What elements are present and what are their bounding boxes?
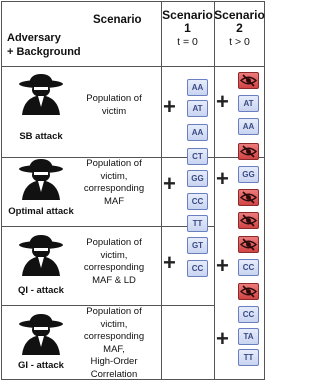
- hidden-genotype-box: [238, 236, 259, 253]
- genotype-box: TT: [238, 349, 259, 366]
- plus-icon: +: [163, 250, 176, 275]
- hacker-figure-icon: [18, 234, 64, 276]
- scenario-2-header: [214, 9, 265, 48]
- genotype-box: CC: [187, 260, 208, 277]
- genotype-box: GG: [238, 166, 259, 183]
- description-line: MAF: [103, 195, 125, 207]
- description-sb: [75, 93, 153, 118]
- description-line: victim: [101, 105, 127, 117]
- eye-slash-icon: [239, 237, 258, 252]
- description-line: MAF & LD: [92, 274, 136, 286]
- adversary-label: Adversary: [7, 32, 61, 44]
- description-line: Population of: [86, 306, 142, 317]
- hacker-figure-icon: [18, 313, 64, 355]
- scenario-1-number: 1: [184, 21, 191, 35]
- description-line: Correlation: [90, 368, 138, 380]
- genotype-box: AT: [187, 100, 208, 117]
- description-line: Population of: [86, 93, 142, 104]
- adversary-header: [7, 31, 81, 59]
- plus-icon: +: [216, 253, 229, 278]
- attack-label-optimal: Optimal attack: [8, 206, 74, 217]
- hidden-genotype-box: [238, 143, 259, 160]
- description-optimal: [75, 158, 153, 208]
- eye-slash-icon: [239, 213, 258, 228]
- attack-label-gi: GI - attack: [18, 360, 64, 371]
- genotype-box: CC: [238, 306, 259, 323]
- plus-icon: +: [216, 326, 229, 351]
- scenario-header: Scenario: [93, 14, 142, 26]
- attack-label-sb: SB attack: [19, 131, 63, 142]
- genotype-box: CT: [187, 148, 208, 165]
- description-gi: [75, 306, 153, 381]
- hacker-figure-icon: [18, 73, 64, 115]
- description-line: victim,: [100, 249, 128, 261]
- genotype-box: TA: [238, 328, 259, 345]
- scenario-2-title: Scenario: [214, 8, 265, 22]
- description-line: corresponding: [83, 262, 145, 273]
- description-line: victim,: [100, 318, 128, 330]
- plus-icon: +: [163, 171, 176, 196]
- scenario-2-number: 2: [236, 21, 243, 35]
- genotype-box: CC: [187, 193, 208, 210]
- plus-icon: +: [216, 89, 229, 114]
- eye-slash-icon: [239, 73, 258, 88]
- description-line: Population of: [86, 158, 142, 169]
- hidden-genotype-box: [238, 212, 259, 229]
- genotype-box: CC: [238, 259, 259, 276]
- plus-icon: +: [163, 94, 176, 119]
- genotype-box: GG: [187, 170, 208, 187]
- scenario-2-time: t > 0: [229, 36, 250, 48]
- scenario-1-title: Scenario: [162, 8, 213, 22]
- plus-icon: +: [216, 166, 229, 191]
- attack-label-qi: QI - attack: [18, 285, 64, 296]
- hidden-genotype-box: [238, 72, 259, 89]
- row-divider-2: [2, 226, 215, 227]
- description-line: victim,: [100, 170, 128, 182]
- genotype-box: AT: [238, 95, 259, 112]
- scenario-1-time: t = 0: [177, 36, 198, 48]
- column-divider-1: [161, 2, 162, 379]
- description-line: MAF,: [103, 343, 125, 355]
- genotype-box: TT: [187, 215, 208, 232]
- description-line: corresponding: [83, 331, 145, 342]
- header-divider: [2, 66, 264, 67]
- description-qi: [75, 237, 153, 287]
- eye-slash-icon: [239, 190, 258, 205]
- hacker-figure-icon: [18, 158, 64, 200]
- genotype-box: GT: [187, 237, 208, 254]
- genotype-box: AA: [187, 124, 208, 141]
- description-line: corresponding: [83, 183, 145, 194]
- hidden-genotype-box: [238, 189, 259, 206]
- eye-slash-icon: [239, 284, 258, 299]
- hidden-genotype-box: [238, 283, 259, 300]
- eye-slash-icon: [239, 144, 258, 159]
- description-line: Population of: [86, 237, 142, 248]
- description-line: High-Order: [90, 356, 138, 367]
- scenario-1-header: [162, 9, 213, 48]
- genotype-box: AA: [238, 118, 259, 135]
- genotype-box: AA: [187, 79, 208, 96]
- background-label: + Background: [7, 46, 81, 58]
- column-divider-2: [214, 2, 215, 379]
